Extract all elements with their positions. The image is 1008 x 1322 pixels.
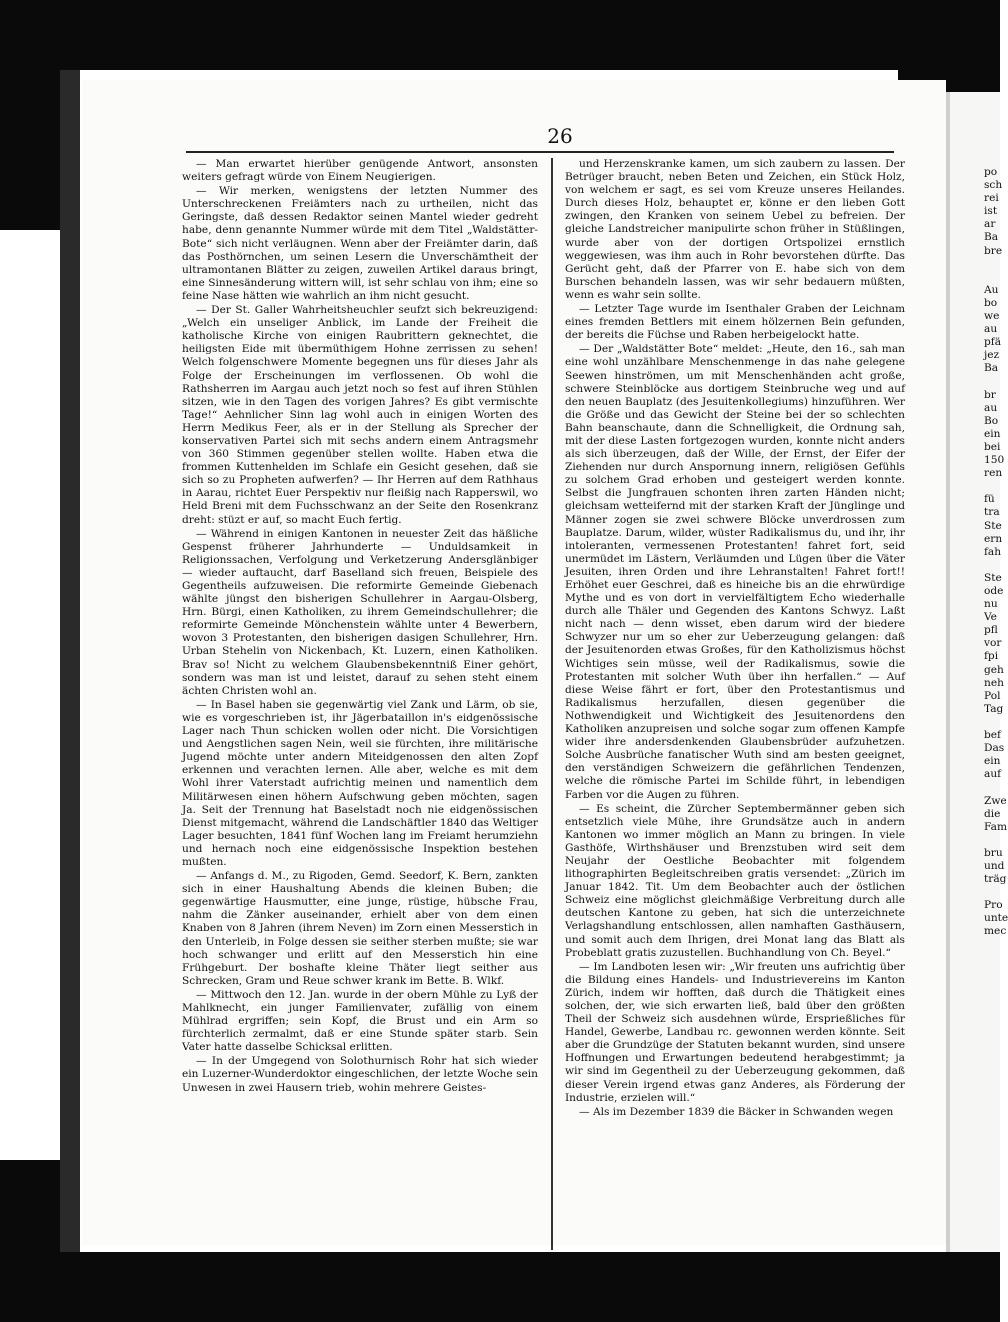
adjacent-page-fragment: ar (984, 218, 996, 231)
adjacent-page-fragment: we (984, 310, 1000, 323)
article-paragraph: — In Basel haben sie gegenwärtig viel Zank und Lärm, ob sie, wie es vorgeschrieben ist, ihr Jägerbataillon in's eidgenössische Lager nach Thun schicken wollen oder nicht. Die Vorsichtigen und Aengstlichen sagen Nein, weil sie fürchten, ihre militärische Jugend möchte unter andern Miteidgenossen den alten Zopf erkennen und verachten lernen. Alle aber, welche es mit dem Wohl ihrer Vaterstadt aufrichtig meinen und namentlich dem Militärwesen einen höhern Aufschwung geben möchten, sagen Ja. Seit der Trennung hat Baselstadt noch nie eidgenössischen Dienst mitgemacht, während die Landschäftler 1840 das Weltiger Lager besuchten, 1841 fünf Wochen lang im Freiamt herumziehn und hernach noch eine eidgenössische Inspektion bestehen mußten. (182, 698, 538, 868)
adjacent-page-fragment (984, 559, 1002, 572)
adjacent-page-fragment: au (984, 323, 998, 336)
scan-border-left-bottom (0, 1160, 60, 1322)
adjacent-page-fragment: ode (984, 585, 1004, 597)
adjacent-page-fragment: vor (984, 637, 1002, 650)
adjacent-page-fragment: jez (984, 349, 1000, 362)
adjacent-page-fragment: Das (984, 742, 1005, 755)
adjacent-page-fragment: bei (984, 440, 1001, 453)
adjacent-page-fragment: au (984, 401, 998, 414)
adjacent-page-fragment (984, 886, 1002, 899)
adjacent-page-fragment: die (984, 807, 1001, 820)
adjacent-page-fragment: pfl (984, 624, 998, 637)
article-paragraph: — Wir merken, wenigstens der letzten Nummer des Unterschreckenen Freiämters nach zu urtheilen, nicht das Geringste, daß dessen Redaktor seinen Mantel wieder gedreht habe, denn genannte Nummer würde mit dem Titel „Waldstätter-Bote“ sich nicht verläugnen. Wenn aber der Freiämter darin, daß das Posthörnchen, um seinen Lesern die Unverschämtheit der ultramontanen Blätter zu zeigen, zuweilen Artikel daraus bringt, eine Sinnesänderung wittern will, ist sehr schlau von ihm; eine so feine Nase hätten wie wahrlich an ihm nicht gesucht. (182, 185, 538, 302)
adjacent-page-fragment (984, 716, 1002, 729)
adjacent-page-fragment: unte (984, 912, 1008, 925)
left-column (182, 158, 538, 1096)
adjacent-page-fragment: ist (984, 205, 998, 218)
adjacent-page-fragment (984, 258, 1002, 271)
adjacent-page-fragment (984, 271, 1002, 284)
adjacent-page-fragment: geh (984, 663, 1004, 676)
adjacent-page-fragment: Ba (984, 231, 999, 244)
adjacent-page-fragment (984, 480, 1002, 493)
adjacent-page-fragment: Au (984, 283, 999, 296)
adjacent-page-fragment: bef (984, 729, 1001, 742)
right-column (565, 158, 905, 1120)
column-separator (551, 158, 553, 1250)
article-paragraph: — Es scheint, die Zürcher Septembermänner geben sich entsetzlich viele Mühe, ihre Grundsätze auch in andern Kantonen wo immer möglich an Mann zu bringen. In viele Gasthöfe, Wirthshäuser und Brenzstuben wird seit dem Neujahr der Oestliche Beobachter mit folgendem lithographirten Begleitschreiben gratis versendet: „Zürich im Januar 1842. Tit. Um dem Beobachter auch der östlichen Schweiz eine möglichst gleichmäßige Verbreitung durch alle deutschen Kantone zu geben, hat sich die unterzeichnete Verlagshandlung entschlossen, allen namhaften Gasthäusern, und somit auch dem Ihrigen, drei Monat lang das Blatt als Probeblatt gratis zuzustellen. Buchhandlung von Ch. Beyel.“ (565, 802, 905, 959)
article-paragraph: — Während in einigen Kantonen in neuester Zeit das häßliche Gespenst früherer Jahrhunderte — Unduldsamkeit in Religionssachen, Verfolgung und Verketzerung Andersglänbiger — wieder auftaucht, darf Baselland sich freuen, Beispiele des Gegentheils aufzuweisen. Die reformirte Gemeinde Giebenach wählte jüngst den bisherigen Schullehrer in Aargau-Olsberg, Hrn. Bürgi, einen Katholiken, zu ihrem Gemeindschullehrer; die reformirte Gemeinde Mönchenstein wählte unter 4 Bewerbern, wovon 3 Protestanten, den bisherigen dasigen Schullehrer, Hrn. Urban Stehelin von Nickenbach, Kt. Luzern, einen Katholiken. Brav so! Nicht zu welchem Glaubensbekenntniß Einer gehört, sondern was man ist und leistet, darauf zu sehen steht einem ächten Christen wohl an. (182, 527, 538, 697)
article-paragraph: — Der St. Galler Wahrheitsheuchler seufzt sich bekreuzigend: „Welch ein unseliger Anblick, im Lande der Freiheit die katholische Kirche von einigen Raubrittern geknechtet, die heiligsten Eide mit übermüthigem Hohne zerrissen zu sehen! Welch folgenschwere Momente begegnen uns für dieses Jahr als Folge der Erscheinungen im verflossenen. Ob wohl die Rathsherren im Aargau auch jetzt noch so fest auf ihren Stühlen sitzen, wie in den Tagen des vorigen Jahres? Es gibt vermischte Tage!“ Aehnlicher Sinn lag wohl auch in einigen Worten des Herrn Medikus Feer, als er in der Stellung als Sprecher der konservativen Partei sich mit sechs andern einem Antragsmehr von 360 Stimmen gegenüber stellen wollte. Haben etwa die frommen Kuttenhelden im Schlafe ein Gesicht gesehen, daß sie sich so zu Propheten aufwerfen? — Ihr Herren auf dem Rathhaus in Aarau, richtet Euer Perspektiv nur fleißig nach Rapperswil, wo Held Breni mit dem Fuchsschwanz an der Seite den Rosenkranz dreht: stüzt er auf, so macht Euch fertig. (182, 304, 538, 526)
article-paragraph: — Anfangs d. M., zu Rigoden, Gemd. Seedorf, K. Bern, zankten sich in einer Haushaltung Abends die kleinen Buben; die gegenwärtige Hausmutter, eine junge, rüstige, hübsche Frau, nahm die Zänker auseinander, erhielt aber von dem einen Knaben von 8 Jahren (ihrem Neven) im Zorn einen Messerstich in den Unterleib, in Folge dessen sie seither sterben mußte; sie war hoch schwanger und erlitt auf den Messerstich hin eine Frühgeburt. Der boshafte kleine Thäter liegt seither aus Schrecken, Gram und Reue schwer krank im Bette. B. Wlkf. (182, 870, 538, 987)
adjacent-page-fragment (984, 781, 1002, 794)
adjacent-page-fragment: fü (984, 493, 995, 506)
adjacent-page-text (984, 166, 1008, 939)
adjacent-page-fragment: Ba (984, 362, 999, 375)
adjacent-page-fragment: bre (984, 244, 1003, 257)
adjacent-page-fragment: fah (984, 545, 1002, 558)
adjacent-page-fragment: ein (984, 427, 1001, 440)
adjacent-page-fragment: fpi (984, 650, 999, 663)
adjacent-page-fragment: ren (984, 467, 1003, 480)
adjacent-page-fragment: pfä (984, 336, 1002, 349)
adjacent-page-fragment: rei (984, 192, 999, 205)
adjacent-page-fragment: ern (984, 532, 1003, 545)
article-paragraph: — Man erwartet hierüber genügende Antwort, ansonsten weiters gefragt würde von Einem Neugierigen. (182, 158, 538, 184)
adjacent-page-fragment: Zwe (984, 794, 1007, 807)
page-number: 26 (547, 124, 573, 148)
adjacent-page-fragment: auf (984, 768, 1002, 781)
adjacent-page-fragment: po (984, 166, 998, 178)
article-paragraph: — Mittwoch den 12. Jan. wurde in der obern Mühle zu Lyß der Mahlknecht, ein junger Familienvater, zufällig von einem Mühlrad ergriffen; sein Kopf, die Brust und ein Arm so fürchterlich zermalmt, daß er eine Stunde später starb. Sein Vater hatte dasselbe Schicksal erlitten. (182, 988, 538, 1054)
header-rule (186, 151, 894, 153)
adjacent-page-fragment: Ve (984, 611, 997, 624)
book-edge (60, 70, 80, 1260)
adjacent-page-fragment: nu (984, 598, 998, 611)
article-paragraph: — Als im Dezember 1839 die Bäcker in Schwanden wegen (579, 1105, 894, 1118)
adjacent-page-fragment: Ste (984, 519, 1002, 532)
adjacent-page-fragment: mec (984, 925, 1007, 938)
adjacent-page-fragment: träg (984, 873, 1007, 886)
adjacent-page-fragment: neh (984, 676, 1004, 689)
adjacent-page-fragment: Tag (984, 702, 1004, 715)
scan-border-bottom (60, 1252, 1000, 1322)
scan-border-top (0, 0, 1000, 70)
adjacent-page-fragment (984, 376, 1002, 389)
adjacent-page-fragment: bo (984, 296, 998, 309)
article-paragraph: und Herzenskranke kamen, um sich zaubern zu lassen. Der Betrüger braucht, neben Beten und Zeichen, ein Stück Holz, von welchem er sagt, es sei vom Kreuze unseres Heilandes. Durch dieses Holz, behauptet er, könne er den lieben Gott zwingen, den Kranken von seinem Uebel zu befreien. Der gleiche Landstreicher manipulirte schon früher in Stüßlingen, wurde aber von der dortigen Ortspolizei ernstlich weggewiesen, was ihm auch in Rohr bevorstehen dürfte. Das Gerücht geht, daß der Pfarrer von E. habe sich von dem Burschen behandeln lassen, was wir sehr bedauern müßten, wenn es wahr sein sollte. (565, 158, 905, 301)
scan-border-right-top (898, 0, 1000, 92)
adjacent-page-fragment: sch (984, 179, 1003, 192)
article-paragraph: — In der Umgegend von Solothurnisch Rohr hat sich wieder ein Luzerner-Wunderdoktor eingeschlichen, der letzte Woche sein Unwesen in zwei Hausern trieb, wohin mehrere Geistes- (182, 1055, 538, 1094)
article-paragraph: — Letzter Tage wurde im Isenthaler Graben der Leichnam eines fremden Bettlers mit einem hölzernen Bein gefunden, der bereits die Füchse und Raben herbeigelockt hatte. (565, 303, 905, 342)
article-paragraph: — Der „Waldstätter Bote“ meldet: „Heute, den 16., sah man eine wohl unzählbare Menschenmenge in das nahe gelegene Seewen hinströmen, um mit Menschenhänden acht große, schwere Steinblöcke aus dortigem Steinbruche weg und auf den neuen Bauplatz (des Jesuitenkollegiums) hinzuführen. Wer die Größe und das Gewicht der Steine bei der so schlechten Bahn beanschaute, dann die Schnelligkeit, die Ordnung sah, mit der diese Lasten fortgezogen wurden, konnte nicht anders als sich überzeugen, daß der Wille, der Ernst, der Eifer der Ziehenden nur durch Anspornung innern, religiösen Gefühls zu solchem Grad erhoben und gesteigert werden konnte. Selbst die Jungfrauen schonten ihren zarten Händen nicht; gleichsam wetteifernd mit der starken Kraft der Jünglinge und Männer zogen sie zwei schwere Blöcke unverdrossen zum Bauplatze. Darum, wilder, wüster Radikalismus du, und ihr, ihr intoleranten, vermessenen Protestanten! fahret fort, seid unermüdet im Lästern, Verläumden und Lügen über die Väter Jesuiten, ihren Orden und ihre Lehranstalten! Fahret fort!! Erhöhet euer Geschrei, daß es hineiche bis an die ehrwürdige Mythe und es von dort in vervielfältigtem Echo wiederhalle durch alle Thäler und Gegenden des Kantons Schwyz. Laßt nicht nach — denn wisset, eben darum wird der biedere Schwyzer nur um so eher zur Ueberzeugung gelangen: daß der Jesuitenorden etwas Großes, für den Katholizismus höchst Wichtiges sein müsse, weil der Radikalismus, sowie die Protestanten mit solcher Wuth über ihn herfallen.“ — Auf diese Weise fährt er fort, über den Protestantismus und Radikalismus herzufallen, diesen gegenüber die Nothwendigkeit und Wichtigkeit des Jesuitenordens den Katholiken anzupreisen und solche sogar zum offenen Kampfe wider ihre andersdenkenden Glaubensbrüder aufzuhetzen. Solche Ausbrüche fanatischer Wuth sind am besten geeignet, den verständigen Schweizern die gefährlichen Tendenzen, welche die römische Partei im Schilde führt, in lebendigen Farben vor die Augen zu führen. (565, 343, 905, 801)
adjacent-page-fragment: Pro (984, 899, 1003, 912)
adjacent-page-fragment: Bo (984, 414, 999, 427)
adjacent-page-fragment: Fam (984, 820, 1007, 833)
adjacent-page-fragment: und (984, 859, 1005, 872)
adjacent-page-fragment: bru (984, 846, 1003, 859)
adjacent-page-fragment: br (984, 388, 996, 401)
article-paragraph: — Im Landboten lesen wir: „Wir freuten uns aufrichtig über die Bildung eines Handels- und Industrievereins im Kanton Zürich, indem wir hofften, daß durch die Thätigkeit eines solchen, der, wie sich erwarten ließ, bald über den größten Theil der Schweiz sich ausdehnen würde, Ersprießliches für Handel, Gewerbe, Landbau rc. gewonnen werden könnte. Seit aber die Grundzüge der Statuten bekannt wurden, sind unsere Hoffnungen und Erwartungen bedeutend herabgestimmt; ja wir sind im Gegentheil zu der Ueberzeugung gekommen, daß dieser Verein irgend etwas ganz Anderes, als Förderung der Industrie, erzielen will.“ (565, 960, 905, 1104)
adjacent-page-fragment: ein (984, 755, 1001, 768)
adjacent-page-fragment: Pol (984, 689, 1001, 702)
adjacent-page-fragment: Ste (984, 571, 1002, 584)
adjacent-page-fragment (984, 834, 1002, 847)
adjacent-page-fragment: tra (984, 506, 1000, 519)
adjacent-page-fragment: 150 (984, 454, 1005, 467)
